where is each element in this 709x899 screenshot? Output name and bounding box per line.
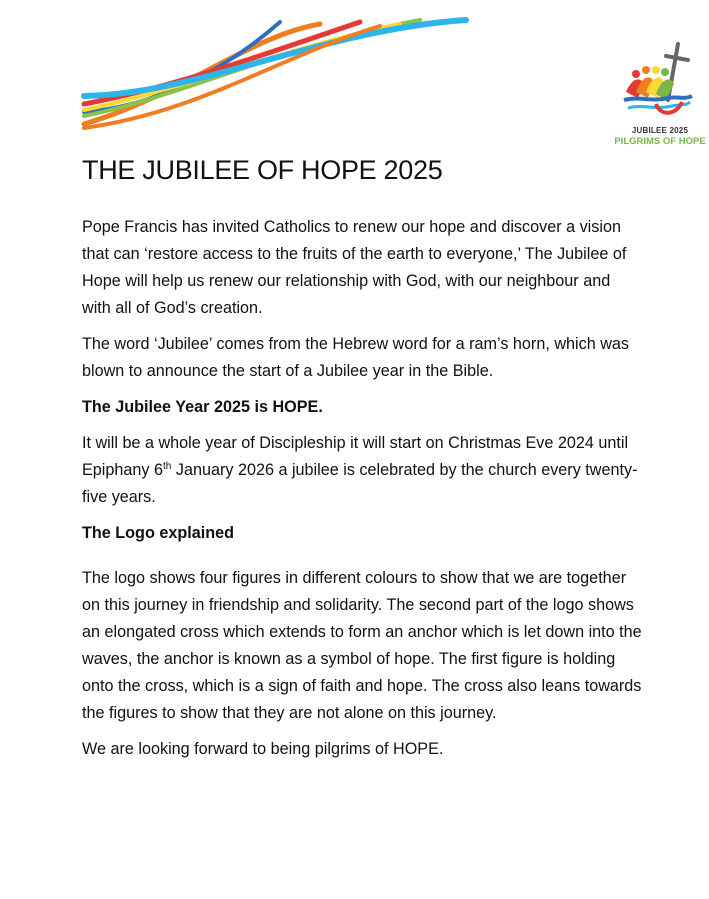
page-title: THE JUBILEE OF HOPE 2025 bbox=[82, 155, 443, 185]
ordinal-suffix: th bbox=[163, 461, 172, 472]
header-ribbons-graphic bbox=[80, 16, 470, 131]
jubilee-logo bbox=[612, 40, 708, 152]
document-body bbox=[82, 214, 642, 772]
logo-explanation-paragraph: The logo shows four figures in different colours to show that we are together on this journey in friendship and solidarity. The second part of the logo shows an elongated cross which extends to form an anchor which is let down into the waves, the anchor is known as a symbol of hope. The first figure is holding onto the cross, which is a sign of faith and hope. The cross also leans towards the figures to show that they are not alone on this journey. bbox=[82, 569, 642, 722]
pilgrims-of-hope-logo-icon bbox=[618, 40, 698, 122]
discipleship-text-part1: It will be a whole year of Discipleship it will start on Christmas Eve 2024 until Epiphany 6 bbox=[82, 434, 629, 479]
logo-explained-heading: The Logo explained bbox=[82, 524, 234, 542]
intro-paragraph: Pope Francis has invited Catholics to renew our hope and discover a vision that can ‘restore access to the fruits of the earth to everyone,’ The Jubilee of Hope will help us renew our relationship with God, with our neighbour and with all of God’s creation. bbox=[82, 218, 627, 317]
jubilee-year-heading: The Jubilee Year 2025 is HOPE. bbox=[82, 398, 323, 416]
jubilee-word-paragraph: The word ‘Jubilee’ comes from the Hebrew word for a ram’s horn, which was blown to announce the start of a Jubilee year in the Bible. bbox=[82, 335, 629, 380]
logo-text-pilgrims-of-hope: PILGRIMS OF HOPE bbox=[614, 136, 706, 147]
discipleship-paragraph bbox=[82, 430, 642, 511]
logo-text-jubilee-2025: JUBILEE 2025 bbox=[631, 126, 689, 135]
discipleship-text-part2: January 2026 a jubilee is celebrated by the church every twenty-five years. bbox=[82, 461, 638, 506]
closing-paragraph: We are looking forward to being pilgrims of HOPE. bbox=[82, 740, 444, 758]
